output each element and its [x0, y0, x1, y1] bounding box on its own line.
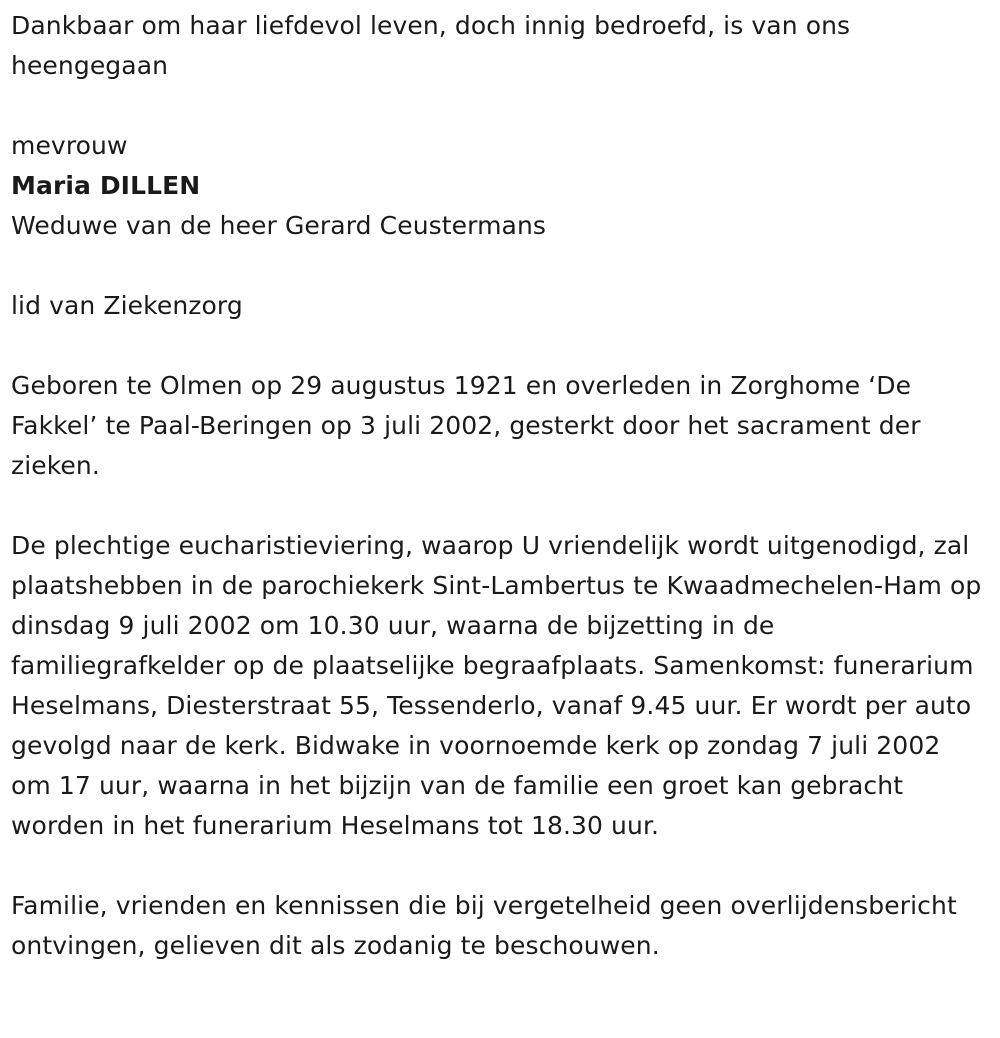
birth-death-paragraph: Geboren te Olmen op 29 augustus 1921 en overleden in Zorghome ‘De Fakkel’ te Paal-Beringen op 3 juli 2002, gesterkt door het sacrament der zieken. [11, 371, 921, 480]
closing-paragraph: Familie, vrienden en kennissen die bij vergetelheid geen overlijdensbericht ontvingen, gelieven dit als zodanig te beschouwen. [11, 891, 957, 960]
deceased-name: Maria DILLEN [11, 171, 201, 200]
ceremony-paragraph: De plechtige eucharistieviering, waarop U vriendelijk wordt uitgenodigd, zal plaatshebben in de parochiekerk Sint-Lambertus te Kwaadmechelen-Ham op dinsdag 9 juli 2002 om 10.30 uur, waarna de bijzetting in de familiegrafkelder op de plaatselijke begraafplaats. Samenkomst: funerarium Heselmans, Diesterstraat 55, Tessenderlo, vanaf 9.45 uur. Er wordt per auto gevolgd naar de kerk. Bidwake in voornoemde kerk op zondag 7 juli 2002 om 17 uur, waarna in het bijzijn van de familie een groet kan gebracht worden in het funerarium Heselmans tot 18.30 uur. [11, 531, 982, 840]
honorific-title: mevrouw [11, 131, 128, 160]
spouse-line: Weduwe van de heer Gerard Ceustermans [11, 211, 547, 240]
membership-line: lid van Ziekenzorg [11, 291, 243, 320]
intro-text: Dankbaar om haar liefdevol leven, doch innig bedroefd, is van ons heengegaan [11, 11, 851, 80]
